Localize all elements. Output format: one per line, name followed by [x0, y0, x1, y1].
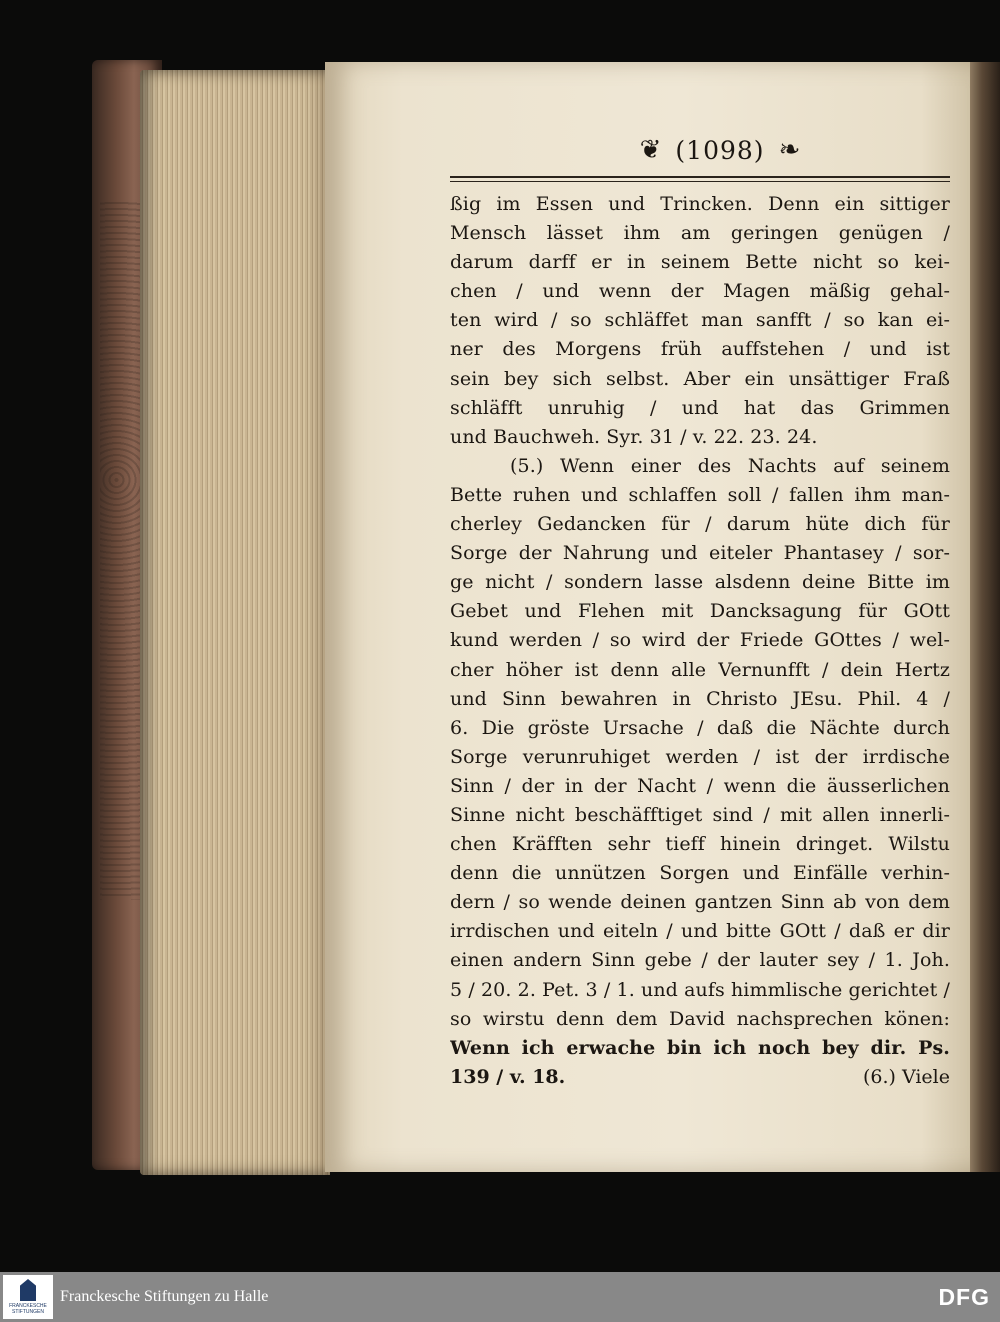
running-header — [490, 130, 950, 170]
text-line: (5.) Wenn einer des Nachts auf seinem — [510, 454, 950, 477]
text-line: chen Kräfften sehr tieff hinein dringet. Wilstu — [450, 833, 950, 856]
ornament-right-icon: ❧ — [778, 135, 801, 165]
text-line: darum darff er in seinem Bette nicht so kei- — [450, 251, 950, 274]
page-edges — [140, 70, 330, 1175]
text-line: chen / und wenn der Magen mäßig gehal- — [450, 280, 950, 303]
logo-text: FRANCKESCHE STIFTUNGEN — [9, 1303, 47, 1315]
dfg-logo[interactable]: DFG — [938, 1284, 990, 1310]
page-number: (1098) — [675, 135, 765, 165]
header-rule — [450, 176, 950, 182]
text-line: Sorge verunruhiget werden / ist der irrdische — [450, 745, 950, 768]
catchword: (6.) Viele — [862, 1065, 950, 1088]
text-line: einen andern Sinn gebe / der lauter sey / 1. Joh. — [450, 949, 950, 972]
text-line: schläfft unruhig / und hat das Grimmen — [450, 396, 950, 419]
book-right-edge — [970, 62, 1000, 1172]
text-line: 6. Die gröste Ursache / daß die Nächte durch — [450, 716, 950, 739]
text-line: so wirstu denn dem David nachsprechen könen: — [450, 1007, 950, 1030]
institution-logo[interactable] — [3, 1275, 53, 1319]
text-line: ge nicht / sondern lasse alsdenn deine Bitte im — [450, 571, 950, 594]
catchline — [450, 1063, 950, 1092]
text-line: sein bey sich selbst. Aber ein unsättiger Fraß — [450, 367, 950, 390]
text-line: Gebet und Flehen mit Dancksagung für GOtt — [450, 600, 950, 623]
text-line: und Sinn bewahren in Christo JEsu. Phil. 4 / — [450, 687, 950, 710]
text-line: Sinne nicht beschäfftiget sind / mit allen innerli- — [450, 803, 950, 826]
text-block — [450, 130, 950, 1092]
text-line: kund werden / so wird der Friede GOttes / wel- — [450, 629, 950, 652]
text-line: ten wird / so schläffet man sanfft / so kan ei- — [450, 309, 950, 332]
text-line: denn die unnützen Sorgen und Einfälle verhin- — [450, 862, 950, 885]
ornament-left-icon: ❦ — [639, 135, 662, 165]
text-line: irrdischen und eiteln / und bitte GOtt / daß er dir — [450, 920, 950, 943]
footer-bar — [0, 1272, 1000, 1322]
text-line: und Bauchweh. Syr. 31 / v. 22. 23. 24. — [450, 425, 818, 448]
body-text — [450, 190, 950, 1063]
reference-tail: 139 / v. 18. — [450, 1065, 566, 1088]
text-line: Bette ruhen und schlaffen soll / fallen ihm man- — [450, 483, 950, 506]
text-line: dern / so wende deinen gantzen Sinn ab von dem — [450, 891, 950, 914]
text-line: ßig im Essen und Trincken. Denn ein sittiger — [450, 193, 950, 215]
text-line: 5 / 20. 2. Pet. 3 / 1. und aufs himmlische gerichtet / — [450, 978, 950, 1001]
institution-name[interactable]: Franckesche Stiftungen zu Halle — [60, 1288, 269, 1305]
text-line: Mensch lässet ihm am geringen genügen / — [450, 222, 950, 245]
text-line: ner des Morgens früh auffstehen / und ist — [450, 338, 950, 361]
text-line: cher höher ist denn alle Vernunfft / dein Hertz — [450, 658, 950, 681]
text-line: Sinn / der in der Nacht / wenn die äusserlichen — [450, 774, 950, 797]
text-line: Sorge der Nahrung und eiteler Phantasey / sor- — [450, 542, 950, 565]
text-line: Wenn ich erwache bin ich noch bey dir. Ps. — [450, 1036, 950, 1059]
text-line: cherley Gedancken für / darum hüte dich für — [450, 513, 950, 536]
building-icon — [20, 1279, 36, 1301]
